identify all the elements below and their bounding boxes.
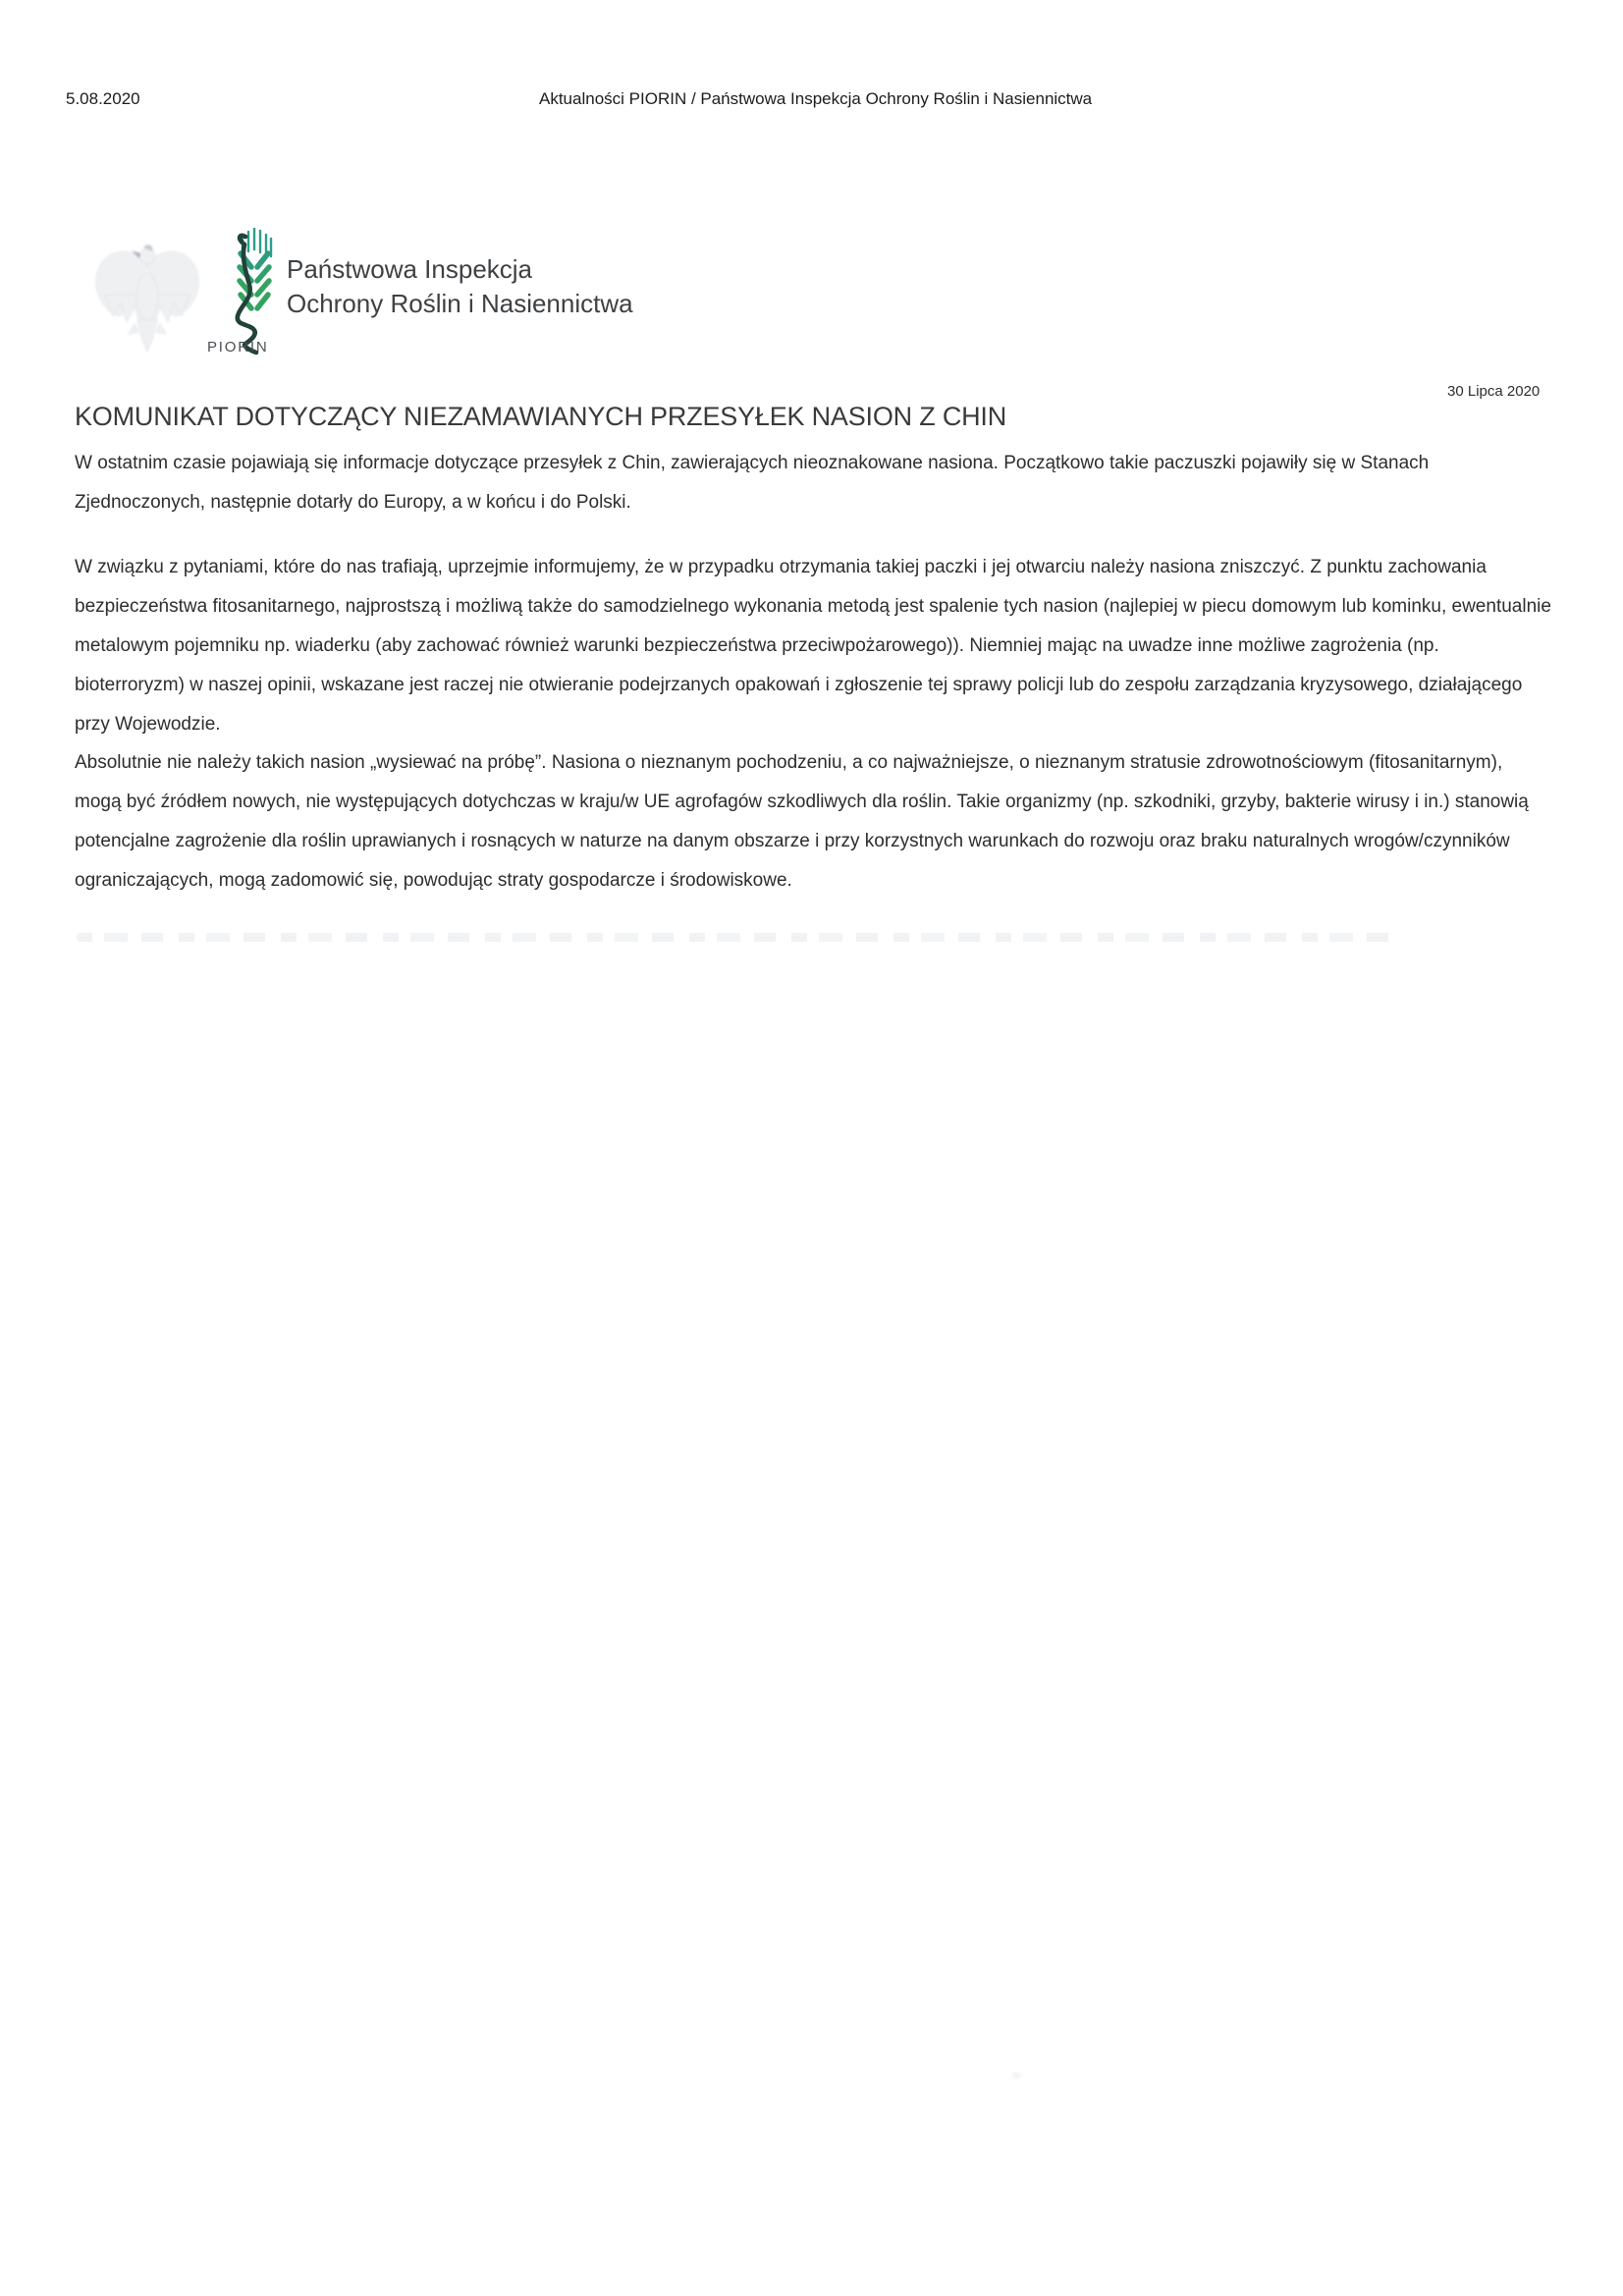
scan-artifact-line	[77, 933, 1397, 942]
print-header-title: Aktualności PIORIN / Państwowa Inspekcja Ochrony Roślin i Nasiennictwa	[539, 89, 1093, 108]
article-title: KOMUNIKAT DOTYCZĄCY NIEZAMAWIANYCH PRZESYŁEK NASION Z CHIN	[75, 402, 1007, 431]
article-date: 30 Lipca 2020	[1447, 383, 1541, 400]
article-paragraph: Absolutnie nie należy takich nasion „wysiewać na próbę”. Nasiona o nieznanym pochodzeniu, a co najważniejsze, o nieznanym stratusie zdrowotnościowym (fitosanitarnym), mogą być źródłem nowych, nie występujących dotychczas w kraju/w UE agrofagów szkodliwych dla roślin. Takie organizmy (np. szkodniki, grzyby, bakterie wirusy i in.) stanowią potencjalne zagrożenie dla roślin uprawianych i rosnących w naturze na danym obszarze i przy korzystnych warunkach do rozwoju oraz braku naturalnych wrogów/czynników ograniczających, mogą zadomowić się, powodując straty gospodarcze i środowiskowe.	[75, 752, 1529, 891]
polish-eagle-icon	[91, 242, 203, 355]
article-paragraph: W ostatnim czasie pojawiają się informacje dotyczące przesyłek z Chin, zawierających nieoznakowane nasiona. Początkowo takie paczuszki pojawiły się w Stanach Zjednoczonych, następnie dotarły do Europy, a w końcu i do Polski.	[75, 453, 1430, 513]
article-paragraph: W związku z pytaniami, które do nas trafiają, uprzejmie informujemy, że w przypadku otrzymania takiej paczki i jej otwarciu należy nasiona zniszczyć. Z punktu zachowania bezpieczeństwa fitosanitarnego, najprostszą i możliwą także do samodzielnego wykonania metodą jest spalenie tych nasion (najlepiej w piecu domowym lub kominku, ewentualnie metalowym pojemniku np. wiaderku (aby zachować również warunki bezpieczeństwa przeciwpożarowego)). Niemniej mając na uwadze inne możliwe zagrożenia (np. bioterroryzm) w naszej opinii, wskazane jest raczej nie otwieranie podejrzanych opakowań i zgłoszenie tej sprawy policji lub do zespołu zarządzania kryzysowego, działającego przy Wojewodzie.	[75, 557, 1551, 735]
org-name-line1: Państwowa Inspekcja	[287, 254, 533, 284]
scan-smudge	[1009, 2070, 1023, 2081]
org-name-line2: Ochrony Roślin i Nasiennictwa	[287, 289, 633, 318]
piorin-acronym-label: PIORIN	[207, 339, 269, 355]
org-name	[287, 252, 633, 321]
print-header-date: 5.08.2020	[66, 89, 140, 108]
